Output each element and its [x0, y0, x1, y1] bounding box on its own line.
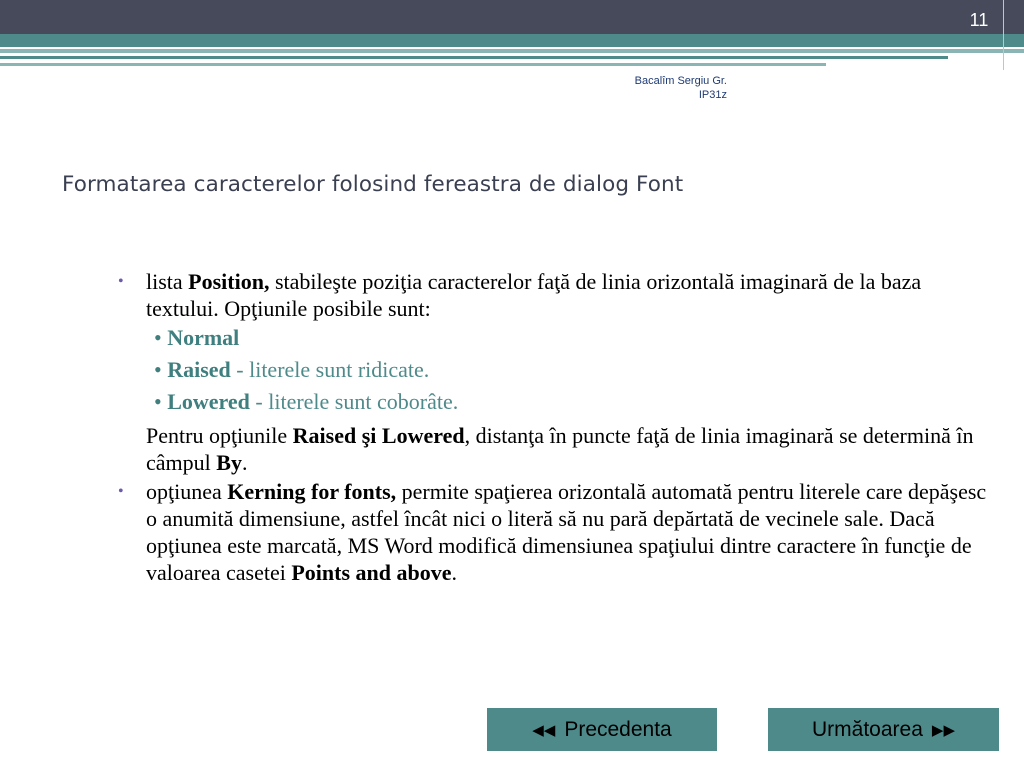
option-desc: - literele sunt ridicate. — [230, 357, 430, 382]
bullet-dot-icon: • — [118, 483, 124, 500]
option-raised: • Raised - literele sunt ridicate. — [154, 357, 430, 382]
para-bold: By — [216, 450, 242, 475]
option-label: Lowered — [167, 389, 250, 414]
next-button-label: Următoarea — [812, 717, 923, 741]
para-text: . — [241, 450, 248, 475]
previous-button-label: Precedenta — [564, 717, 672, 741]
rewind-icon: ◀◀ — [532, 721, 556, 739]
author-info — [635, 74, 727, 102]
header-stripe-thin — [0, 56, 948, 59]
bullet-dot-icon: • — [118, 273, 124, 290]
bullet-bold: Kerning for fonts, — [227, 479, 397, 504]
next-button[interactable] — [768, 708, 999, 751]
header-stripe-light — [0, 49, 1024, 53]
paragraph-by — [118, 422, 998, 476]
option-label: Raised — [167, 357, 231, 382]
bullet-bold: Position, — [188, 269, 270, 294]
para-text: , distanţa în puncte faţă de linia imaginară se determină în câmpul — [146, 423, 974, 475]
para-text: Pentru opţiunile — [146, 423, 293, 448]
header-stripe-thin-light — [0, 63, 826, 66]
bullet-position — [118, 268, 998, 322]
option-normal: • Normal — [154, 325, 240, 350]
option-desc: - literele sunt coborâte. — [249, 389, 459, 414]
author-name: Bacalîm Sergiu Gr. — [634, 75, 727, 87]
para-bold: Raised şi Lowered — [292, 423, 465, 448]
option-label: Normal — [167, 325, 240, 350]
slide-title: Formatarea caracterelor folosind fereastra de dialog Font — [62, 172, 684, 197]
bullet-text: permite spaţierea orizontală automată pentru literele care depăşesc o anumită dimensiune, astfel încât nici o literă să nu pară depărtată de vecinele sale. Dacă opţiunea este marcată, MS Word modifică dimensiunea spaţiului dintre caractere în funcţie de valoarea casetei — [146, 479, 987, 585]
bullet-text: opţiunea — [146, 479, 228, 504]
bullet-kerning — [118, 478, 998, 586]
header-divider — [1003, 0, 1004, 70]
option-lowered: • Lowered - literele sunt coborâte. — [154, 389, 459, 414]
fast-forward-icon: ▶▶ — [931, 721, 955, 739]
author-group: IP31z — [698, 89, 727, 101]
bullet-text: . — [451, 560, 457, 585]
previous-button[interactable] — [487, 708, 717, 751]
bullet-bold: Points and above — [291, 560, 452, 585]
bullet-text: stabileşte poziţia caracterelor faţă de linia orizontală imaginară de la baza textului. Opţiunile posibile sunt: — [146, 269, 922, 321]
header-band — [0, 0, 1024, 34]
slide-number: 11 — [969, 10, 989, 30]
header-stripe — [0, 34, 1024, 47]
bullet-text: lista — [146, 269, 189, 294]
slide-content — [118, 268, 998, 586]
